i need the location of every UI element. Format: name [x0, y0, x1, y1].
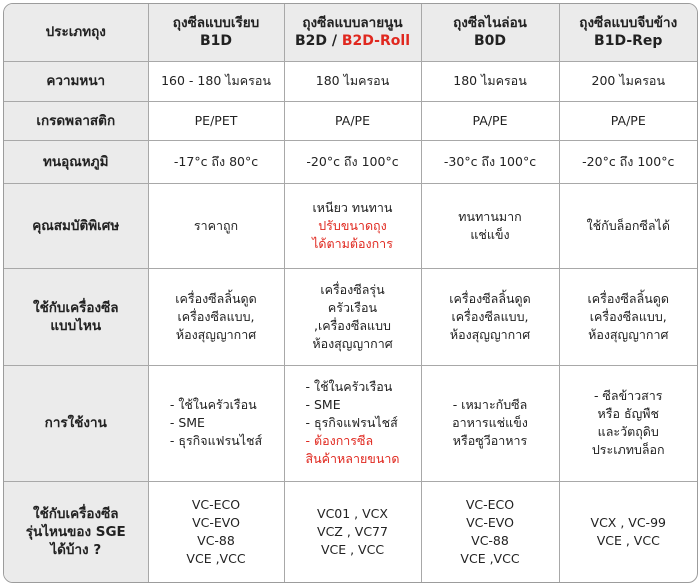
- cell-special-b1d-rep: ใช้กับล็อกซีลได้: [559, 183, 697, 268]
- cell-temp-b1d: -17°c ถึง 80°c: [148, 140, 284, 183]
- seal-bag-comparison-table: [4, 4, 697, 582]
- row-label-plastic: เกรดพลาสติก: [4, 101, 148, 140]
- row-label-special: คุณสมบัติพิเศษ: [4, 183, 148, 268]
- cell-usage-b1d-rep: - ซีลข้าวสาร หรือ ธัญพืช และวัตถุดิบ ประเภทบล็อก: [559, 365, 697, 481]
- comparison-table-frame: [3, 3, 698, 583]
- cell-temp-b1d-rep: -20°c ถึง 100°c: [559, 140, 697, 183]
- corner-header: ประเภทถุง: [4, 4, 148, 61]
- row-label-machine: ใช้กับเครื่องซีล แบบไหน: [4, 268, 148, 365]
- row-special-properties: [4, 183, 697, 268]
- cell-temp-b0d: -30°c ถึง 100°c: [421, 140, 559, 183]
- header-row: [4, 4, 697, 61]
- cell-thickness-b2d: 180 ไมครอน: [284, 61, 421, 101]
- cell-plastic-b1d-rep: PA/PE: [559, 101, 697, 140]
- col-header-b2d: ถุงซีลแบบลายนูน B2D / B2D-Roll: [284, 4, 421, 61]
- cell-models-b1d: VC-ECO VC-EVO VC-88 VCE ,VCC: [148, 481, 284, 582]
- cell-temp-b2d: -20°c ถึง 100°c: [284, 140, 421, 183]
- cell-thickness-b1d-rep: 200 ไมครอน: [559, 61, 697, 101]
- row-sge-models: [4, 481, 697, 582]
- cell-machine-b0d: เครื่องซีลลิ้นดูด เครื่องซีลแบบ, ห้องสุญญากาศ: [421, 268, 559, 365]
- cell-machine-b1d: เครื่องซีลลิ้นดูด เครื่องซีลแบบ, ห้องสุญญากาศ: [148, 268, 284, 365]
- row-label-thickness: ความหนา: [4, 61, 148, 101]
- row-temperature: [4, 140, 697, 183]
- cell-usage-b1d: - ใช้ในครัวเรือน - SME - ธุรกิจแฟรนไชส์: [148, 365, 284, 481]
- cell-plastic-b1d: PE/PET: [148, 101, 284, 140]
- cell-special-b2d: เหนียว ทนทาน ปรับขนาดถุง ได้ตามต้องการ: [284, 183, 421, 268]
- cell-machine-b1d-rep: เครื่องซีลลิ้นดูด เครื่องซีลแบบ, ห้องสุญญากาศ: [559, 268, 697, 365]
- cell-plastic-b2d: PA/PE: [284, 101, 421, 140]
- row-label-models: ใช้กับเครื่องซีล รุ่นไหนของ SGE ได้บ้าง ?: [4, 481, 148, 582]
- cell-usage-b2d: - ใช้ในครัวเรือน - SME - ธุรกิจแฟรนไชส์ - ต้องการซีล สินค้าหลายขนาด: [284, 365, 421, 481]
- col-header-b1d: ถุงซีลแบบเรียบ B1D: [148, 4, 284, 61]
- row-machine-type: [4, 268, 697, 365]
- cell-models-b0d: VC-ECO VC-EVO VC-88 VCE ,VCC: [421, 481, 559, 582]
- cell-models-b2d: VC01 , VCX VCZ , VC77 VCE , VCC: [284, 481, 421, 582]
- cell-thickness-b1d: 160 - 180 ไมครอน: [148, 61, 284, 101]
- row-label-temperature: ทนอุณหภูมิ: [4, 140, 148, 183]
- row-usage: [4, 365, 697, 481]
- row-label-usage: การใช้งาน: [4, 365, 148, 481]
- row-thickness: [4, 61, 697, 101]
- cell-special-b0d: ทนทานมาก แช่แข็ง: [421, 183, 559, 268]
- cell-thickness-b0d: 180 ไมครอน: [421, 61, 559, 101]
- cell-machine-b2d: เครื่องซีลรุ่น ครัวเรือน ,เครื่องซีลแบบ ห้องสุญญากาศ: [284, 268, 421, 365]
- col-header-b1d-rep: ถุงซีลแบบจีบข้าง B1D-Rep: [559, 4, 697, 61]
- cell-models-b1d-rep: VCX , VC-99 VCE , VCC: [559, 481, 697, 582]
- cell-usage-b0d: - เหมาะกับซีล อาหารแช่แข็ง หรือซูวีอาหาร: [421, 365, 559, 481]
- col-header-b0d: ถุงซีลไนล่อน B0D: [421, 4, 559, 61]
- cell-special-b1d: ราคาถูก: [148, 183, 284, 268]
- row-plastic-grade: [4, 101, 697, 140]
- cell-plastic-b0d: PA/PE: [421, 101, 559, 140]
